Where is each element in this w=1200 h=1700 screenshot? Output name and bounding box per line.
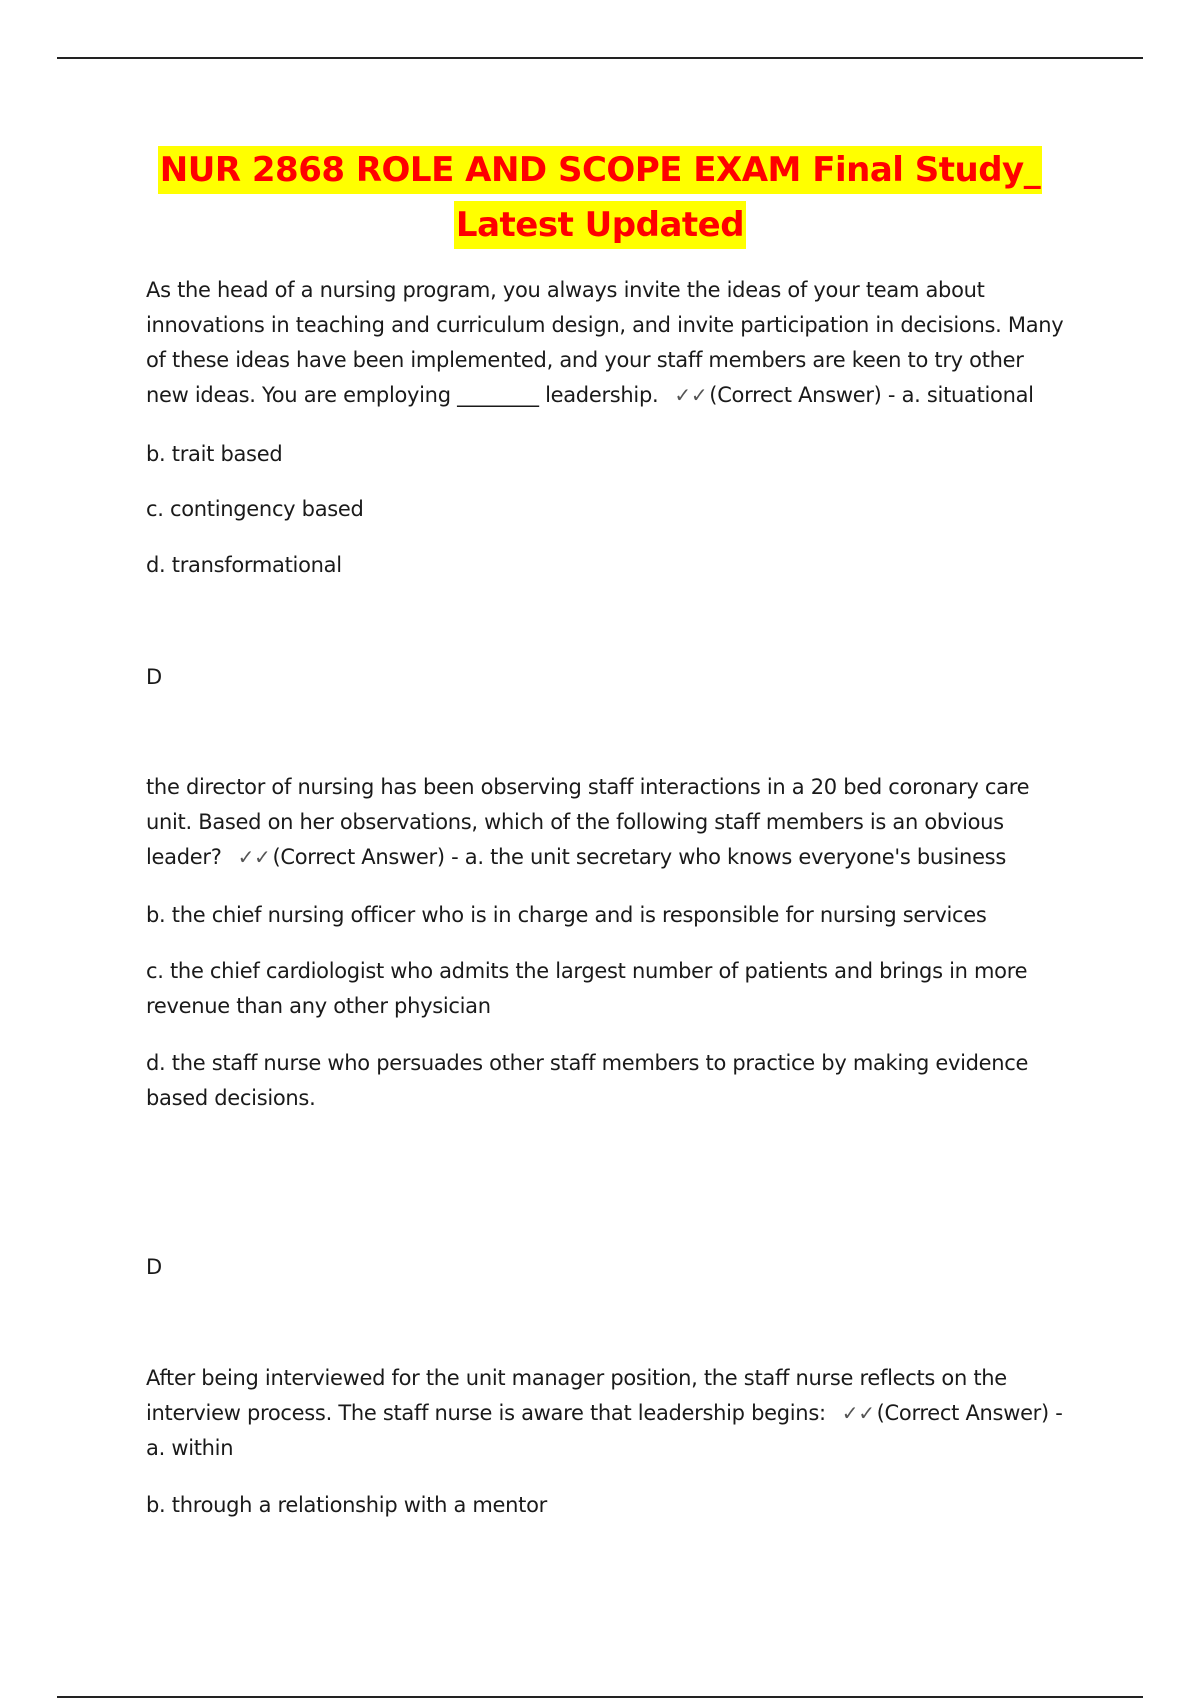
bottom-rule bbox=[57, 1696, 1143, 1698]
top-rule bbox=[57, 57, 1143, 59]
question-3-stem: After being interviewed for the unit manager position, the staff nurse reflects on the interview process. The staff nurse is aware that leadership begins: bbox=[146, 1366, 1007, 1425]
question-2-option-d: d. the staff nurse who persuades other staff members to practice by making evidence based decisions. bbox=[146, 1051, 1029, 1110]
title-line-2: Latest Updated bbox=[454, 201, 746, 249]
document-title bbox=[0, 146, 1200, 256]
question-2-option-c: c. the chief cardiologist who admits the largest number of patients and brings in more revenue than any other physician bbox=[146, 959, 1028, 1018]
question-1-answer: (Correct Answer) - a. situational bbox=[709, 383, 1034, 407]
question-3-stem-block bbox=[146, 1361, 1066, 1466]
double-check-icon: ✓✓ bbox=[237, 845, 271, 869]
title-line-1: NUR 2868 ROLE AND SCOPE EXAM Final Study_ bbox=[158, 146, 1042, 194]
question-1-option-c: c. contingency based bbox=[146, 497, 364, 521]
question-2-stem-block bbox=[146, 770, 1066, 875]
question-3-option-b: b. through a relationship with a mentor bbox=[146, 1493, 547, 1517]
question-1-stem: As the head of a nursing program, you always invite the ideas of your team about innovations in teaching and curriculum design, and invite participation in decisions. Many of these ideas have been implemented, and your staff members are keen to try other new ideas. You are employing ________ leadership. bbox=[146, 278, 1064, 407]
question-1-option-b: b. trait based bbox=[146, 442, 283, 466]
question-3-answer: (Correct Answer) - a. within bbox=[146, 1401, 1063, 1460]
question-1-final-answer: D bbox=[146, 665, 163, 689]
question-2-option-b: b. the chief nursing officer who is in charge and is responsible for nursing services bbox=[146, 903, 987, 927]
question-2-stem: the director of nursing has been observing staff interactions in a 20 bed coronary care unit. Based on her observations, which of the following staff members is an obvious leader? bbox=[146, 775, 1030, 869]
question-1-stem-block bbox=[146, 273, 1066, 413]
double-check-icon: ✓✓ bbox=[841, 1401, 875, 1425]
question-2-answer: (Correct Answer) - a. the unit secretary who knows everyone's business bbox=[272, 845, 1006, 869]
question-1-option-d: d. transformational bbox=[146, 553, 342, 577]
double-check-icon: ✓✓ bbox=[674, 383, 708, 407]
question-2-final-answer: D bbox=[146, 1255, 163, 1279]
